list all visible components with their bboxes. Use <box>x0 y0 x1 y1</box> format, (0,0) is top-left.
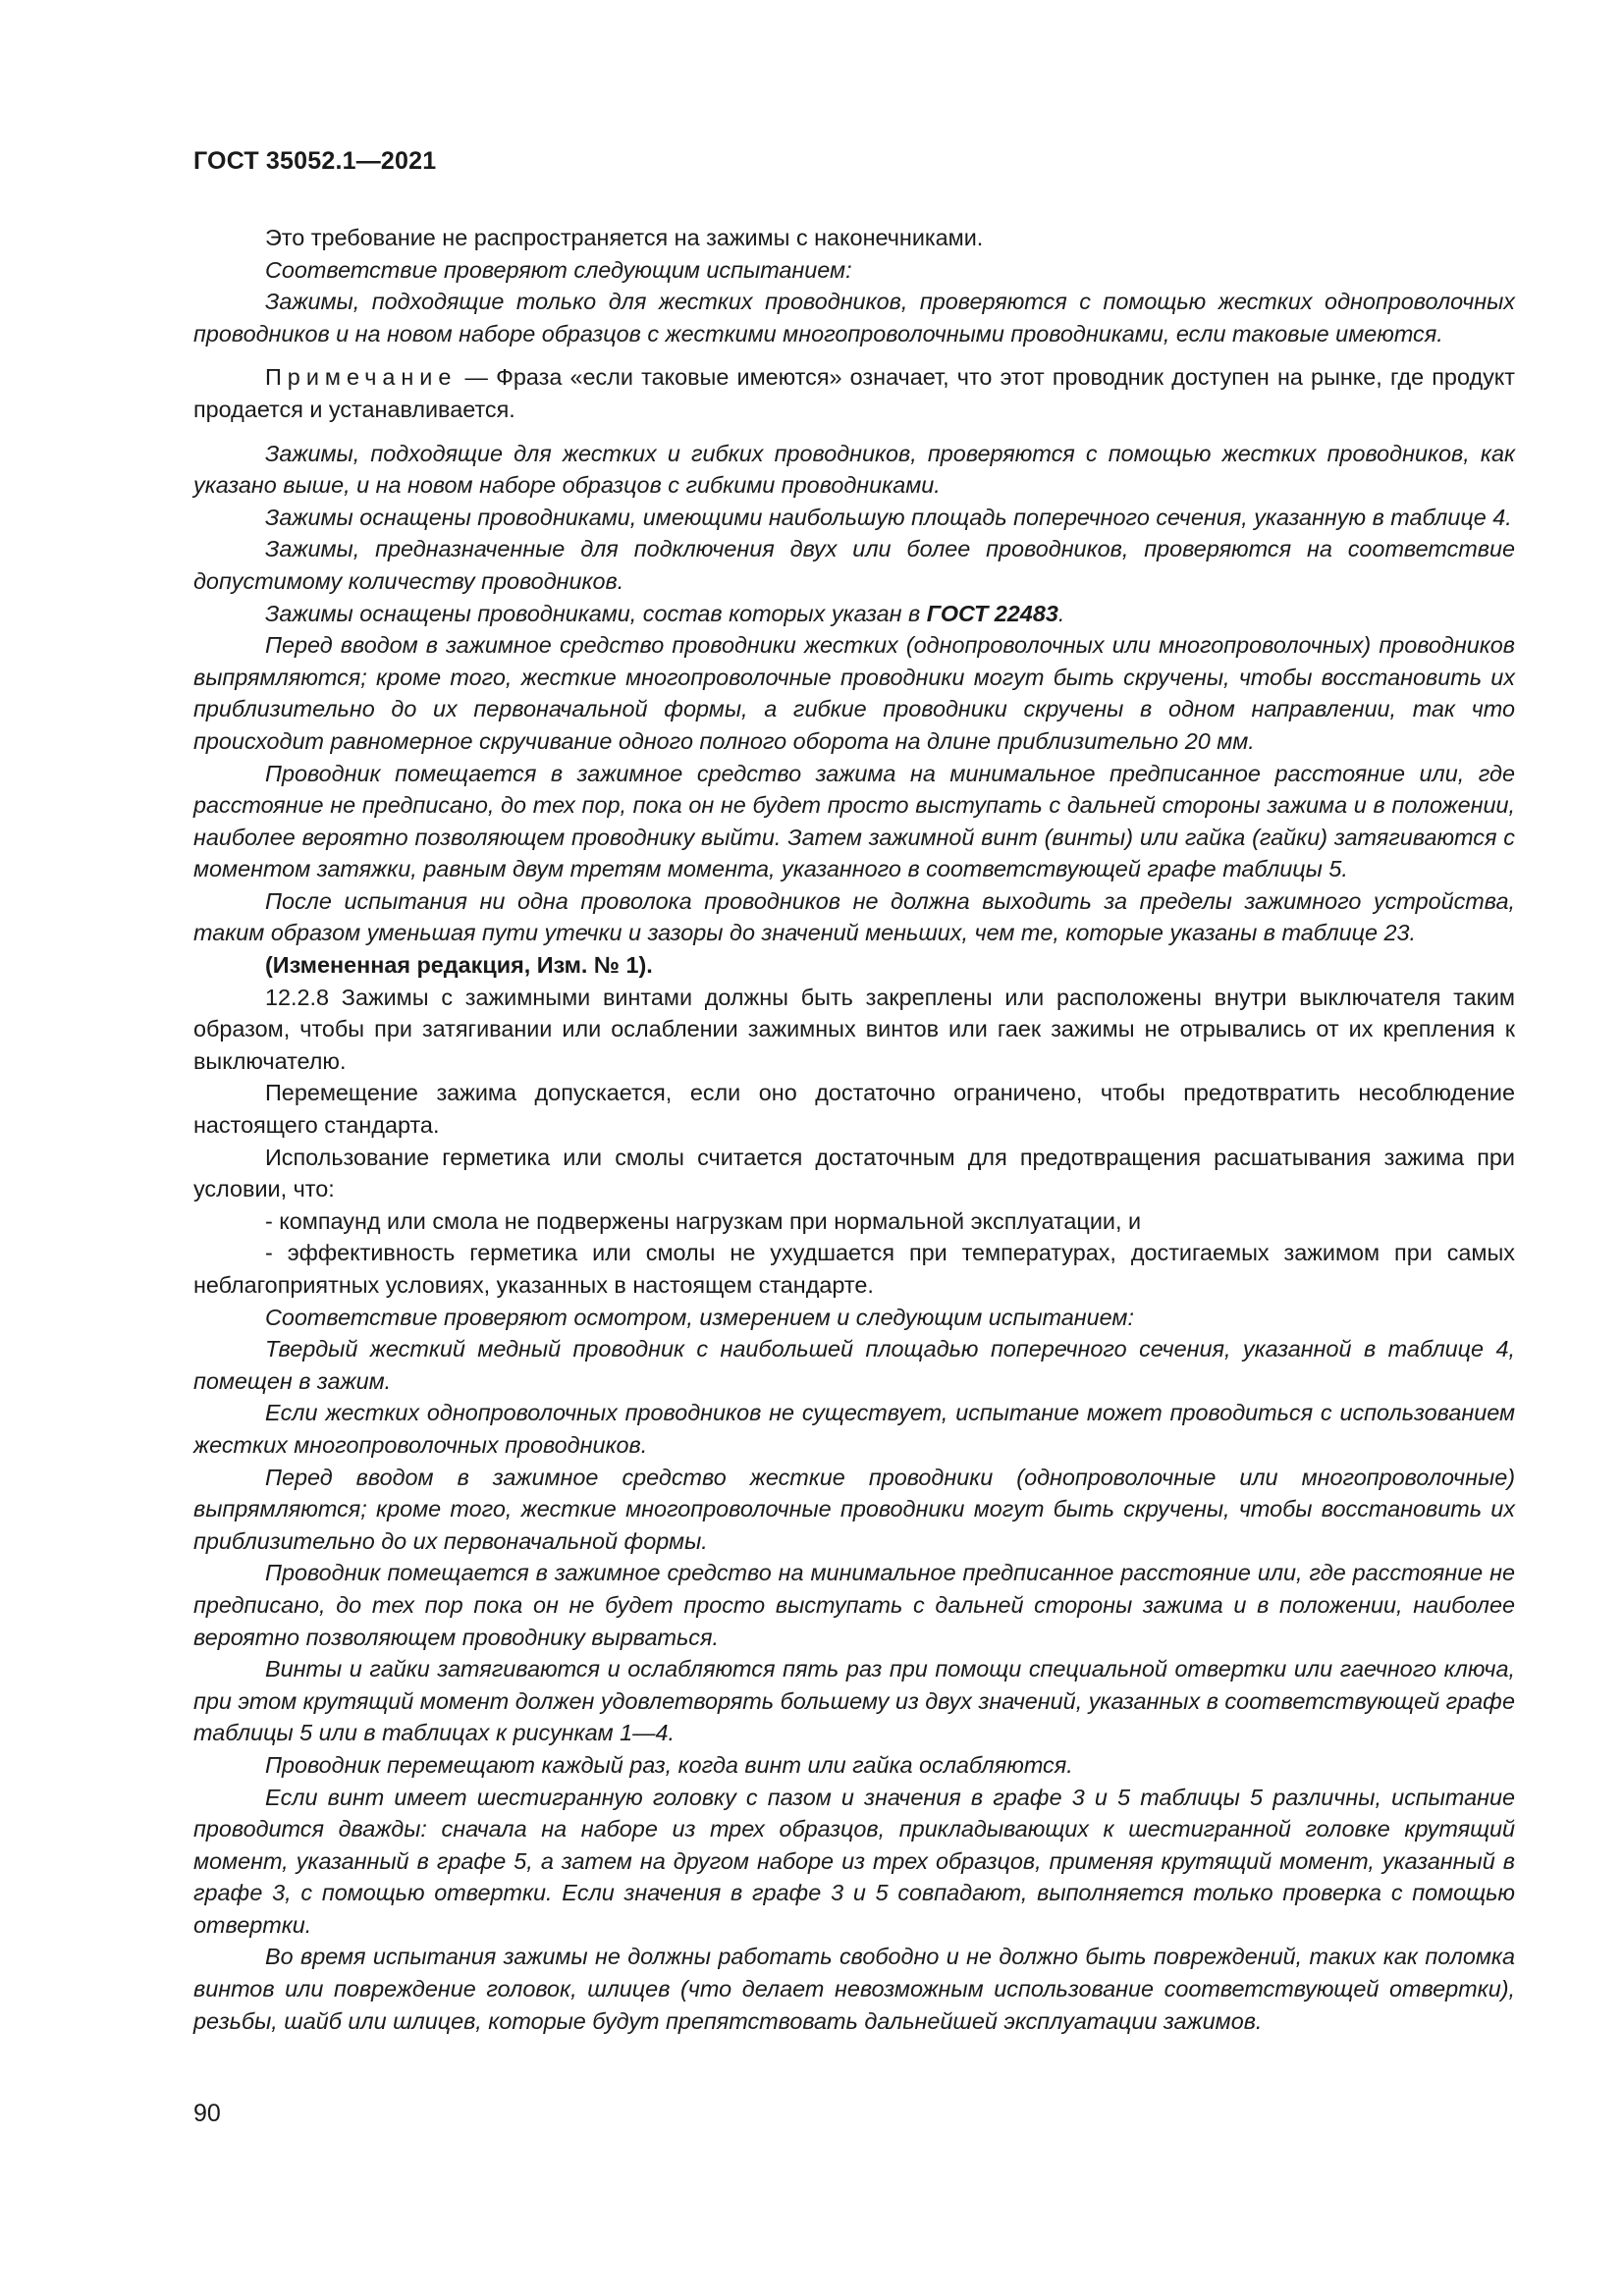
paragraph: Зажимы, подходящие для жестких и гибких проводников, проверяются с помощью жестких проводников, как указано выше, и на новом наборе образцов с гибкими проводниками. <box>193 440 1515 499</box>
paragraph: Перед вводом в зажимное средство проводники жестких (однопроволочных или многопроволочных) проводников выпрямляются; кроме того, жесткие многопроволочные проводники могут быть скручены, чтобы восстановить их приблизительно до их первоначальной формы, а гибкие проводники скручены в одном направлении, так что происходит равномерное скручивание одного полного оборота на длине приблизительно 20 мм. <box>193 632 1515 754</box>
paragraph: Твердый жесткий медный проводник с наибольшей площадью поперечного сечения, указанной в таблице 4, помещен в зажим. <box>193 1336 1515 1394</box>
paragraph: Во время испытания зажимы не должны работать свободно и не должно быть повреждений, таких как поломка винтов или повреждение головок, шлицев (что делает невозможным использование соответствующей отвертки), резьбы, шайб или шлицев, которые будут препятствовать дальнейшей эксплуатации зажимов. <box>193 1944 1515 2034</box>
list-item: - эффективность герметика или смолы не ухудшается при температурах, достигаемых зажимом при самых неблагоприятных условиях, указанных в настоящем стандарте. <box>193 1240 1515 1298</box>
paragraph: Перемещение зажима допускается, если оно достаточно ограничено, чтобы предотвратить несоблюдение настоящего стандарта. <box>193 1080 1515 1139</box>
paragraph: Если винт имеет шестигранную головку с пазом и значения в графе 3 и 5 таблицы 5 различны, испытание проводится дважды: сначала на наборе из трех образцов, прикладывающих к шестигранной головке крутящий момент, указанный в графе 5, а затем на другом наборе из трех образцов, применяя крутящий момент, указанный в графе 3, с помощью отвертки. Если значения в графе 3 и 5 совпадают, выполняется только проверка с помощью отвертки. <box>193 1784 1515 1938</box>
paragraph: Проводник помещается в зажимное средство зажима на минимальное предписанное расстояние или, где расстояние не предписано, до тех пор, пока он не будет просто выступать с дальней стороны зажима и в положении, наиболее вероятно позволяющем проводнику выйти. Затем зажимной винт (винты) или гайка (гайки) затягиваются с моментом затяжки, равным двум третям момента, указанного в соответствующей графе таблицы 5. <box>193 760 1515 882</box>
gost-ref-link: ГОСТ 22483 <box>926 600 1058 626</box>
note-label: Примечание <box>265 364 458 391</box>
paragraph: Использование герметика или смолы считается достаточным для предотвращения расшатывания зажима при условии, что: <box>193 1144 1515 1202</box>
amendment-note: (Измененная редакция, Изм. № 1). <box>265 952 653 979</box>
paragraph: Если жестких однопроволочных проводников не существует, испытание может проводиться с использованием жестких многопроволочных проводников. <box>193 1400 1515 1458</box>
paragraph: Перед вводом в зажимное средство жесткие проводники (однопроволочные или многопроволочные) выпрямляются; кроме того, жесткие многопроволочные проводники могут быть скручены, чтобы восстановить их приблизительно до их первоначальной формы. <box>193 1464 1515 1554</box>
paragraph: Зажимы, подходящие только для жестких проводников, проверяются с помощью жестких однопроволочных проводников и на новом наборе образцов с жесткими многопроволочными проводниками, если таковые имеются. <box>193 289 1515 347</box>
paragraph: Соответствие проверяют следующим испытанием: <box>265 256 852 283</box>
paragraph: Проводник перемещают каждый раз, когда винт или гайка ослабляются. <box>265 1751 1073 1778</box>
note-paragraph <box>193 361 1515 425</box>
paragraph: Это требование не распространяется на зажимы с наконечниками. <box>265 225 984 250</box>
paragraph: Зажимы, предназначенные для подключения двух или более проводников, проверяются на соответствие допустимому количеству проводников. <box>193 536 1515 594</box>
paragraph-gost-reference <box>193 598 1515 630</box>
paragraph: После испытания ни одна проволока проводников не должна выходить за пределы зажимного устройства, таким образом уменьшая пути утечки и зазоры до значений меньших, чем те, которые указаны в таблице 23. <box>193 887 1515 946</box>
paragraph: Соответствие проверяют осмотром, измерением и следующим испытанием: <box>265 1304 1134 1330</box>
paragraph: Зажимы оснащены проводниками, имеющими наибольшую площадь поперечного сечения, указанную в таблице 4. <box>265 504 1512 530</box>
note-text: — Фраза «если таковые имеются» означает, что этот проводник доступен на рынке, где продукт продается и устанавливается. <box>193 364 1515 422</box>
gost-ref-prefix: Зажимы оснащены проводниками, состав которых указан в <box>265 600 927 626</box>
list-item: - компаунд или смола не подвержены нагрузкам при нормальной эксплуатации, и <box>265 1207 1142 1234</box>
document-code-header: ГОСТ 35052.1—2021 <box>193 147 437 175</box>
paragraph: Винты и гайки затягиваются и ослабляются пять раз при помощи специальной отвертки или гаечного ключа, при этом крутящий момент должен удовлетворять большему из двух значений, указанных в соответствующей графе таблицы 5 или в таблицах к рисункам 1—4. <box>193 1656 1515 1746</box>
page-number: 90 <box>193 2100 221 2127</box>
gost-ref-suffix: . <box>1057 600 1065 626</box>
paragraph: Проводник помещается в зажимное средство на минимальное предписанное расстояние или, где расстояние не предписано, до тех пор пока он не будет просто выступать с дальней стороны зажима и в положении, наиболее вероятно позволяющем проводнику вырваться. <box>193 1560 1515 1650</box>
clause-12-2-8: 12.2.8 Зажимы с зажимными винтами должны быть закреплены или расположены внутри выключателя таким образом, чтобы при затягивании или ослаблении зажимных винтов или гаек зажимы не отрывались от их крепления к выключателю. <box>193 984 1515 1074</box>
document-body <box>193 222 1515 2037</box>
